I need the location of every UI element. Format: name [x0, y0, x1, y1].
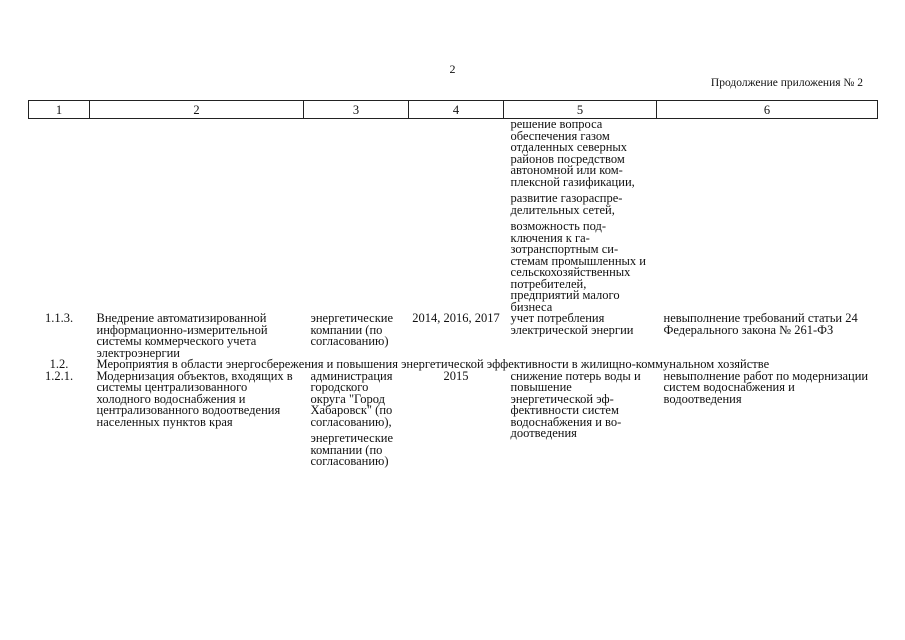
column-number: 3 — [304, 101, 409, 119]
measure-name: Внедрение автоматизированной информационно-измерительной системы коммерческого учета электроэнергии — [96, 311, 268, 360]
executor-paragraph: администрация городского округа "Город Хабаровск" (по согласованию), — [310, 368, 393, 429]
implementation-years: 2015 — [443, 368, 469, 383]
consequence-cell: невыполнение требований статьи 24 Федерального закона № 261-ФЗ — [663, 311, 858, 337]
column-number: 6 — [657, 101, 878, 119]
result-paragraph: возможность подключения к газотранспортным системам промышленных и сельскохозяйственных потребителей, предприятий малого бизнеса — [510, 219, 646, 314]
table-row-continuation — [29, 119, 878, 314]
row-number: 1.2.1. — [44, 368, 74, 383]
result-paragraph: развитие газораспределительных сетей, — [510, 191, 623, 217]
table-row-1-2-1 — [29, 371, 878, 468]
expected-result-cell: снижение потерь воды и повышение энергетической эффективности систем водоснабжения и водоотведения — [510, 368, 641, 440]
expected-result-cell: учет потребления электрической энергии — [510, 311, 634, 337]
consequence-cell: невыполнение работ по модернизации систем водоснабжения и водоотведения — [663, 368, 869, 406]
row-number: 1.2. — [49, 357, 69, 371]
appendix-continuation-note: Продолжение приложения № 2 — [710, 77, 863, 89]
result-paragraph: решение вопроса обеспечения газом отдаленных северных районов посредством автономной или комплексной газификации, — [510, 117, 635, 189]
table-row-1-1-3 — [29, 313, 878, 359]
executor-cell: энергетические компании (по согласованию) — [310, 311, 394, 348]
measures-table — [28, 100, 878, 468]
column-number: 5 — [504, 101, 657, 119]
column-number: 2 — [90, 101, 304, 119]
expected-result-cell — [504, 119, 657, 314]
measure-name: Модернизация объектов, входящих в системы централизованного холодного водоснабжения и централизованного водоотведения населенных пунктов края — [96, 368, 293, 429]
executor-cell — [304, 368, 409, 468]
column-number: 1 — [29, 101, 90, 119]
column-number-header-row — [29, 101, 878, 119]
page-number: 2 — [449, 62, 456, 76]
implementation-years: 2014, 2016, 2017 — [412, 311, 500, 325]
section-title: Мероприятия в области энергосбережения и повышения энергетической эффективности в жилищно-коммунальном хозяйстве — [96, 357, 770, 371]
row-number: 1.1.3. — [44, 311, 74, 325]
column-number: 4 — [409, 101, 504, 119]
executor-paragraph: энергетические компании (по согласованию) — [310, 431, 394, 468]
